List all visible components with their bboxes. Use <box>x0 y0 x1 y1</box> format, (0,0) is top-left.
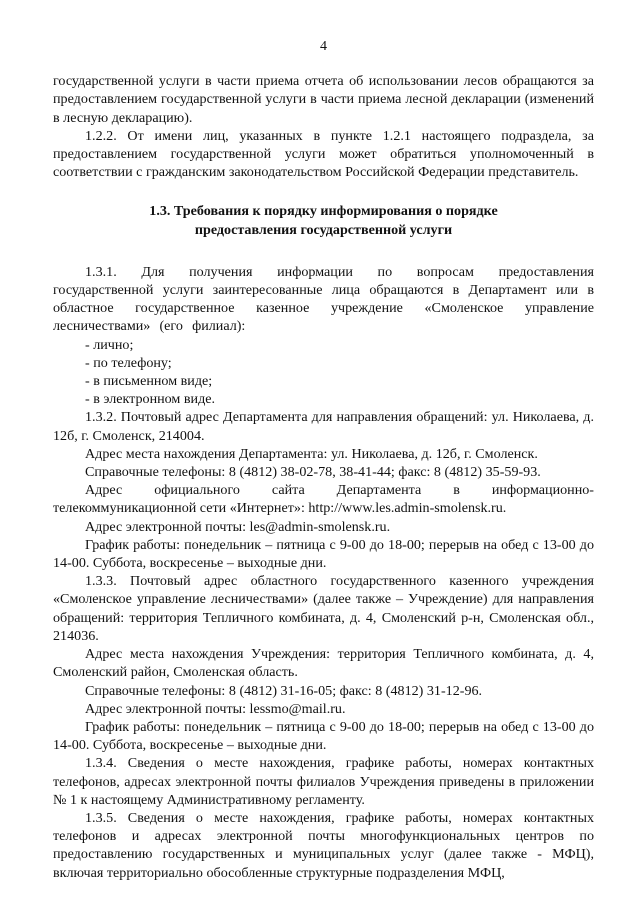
department-schedule: График работы: понедельник – пятница с 9-00 до 18-00; перерыв на обед с 13-00 до 14-00. Суббота, воскресенье – выходные дни. <box>53 536 594 572</box>
page-number: 4 <box>320 39 327 54</box>
section-heading: 1.3. Требования к порядку информирования о порядке предоставления государственной услуги <box>149 203 498 238</box>
list-item: - лично; <box>85 336 134 353</box>
paragraph-1-3-4: 1.3.4. Сведения о месте нахождения, графике работы, номерах контактных телефонов, адресах электронной почты филиалов Учреждения приведены в приложении № 1 к настоящему Административному регламенту. <box>53 755 594 808</box>
paragraph-1-2-2: 1.2.2. От имени лиц, указанных в пункте 1.2.1 настоящего подраздела, за предоставлением государственной услуги может обратиться уполномоченный в соответствии с гражданским законодательством Российской Федерации представитель. <box>53 127 594 181</box>
paragraph-1-3-5: 1.3.5. Сведения о месте нахождения, графике работы, номерах контактных телефонов и адресах электронной почты многофункциональных центров по предоставлению государственных и муниципальных услуг (далее также - МФЦ), включая территориально обособленные структурные подразделения МФЦ, <box>53 809 594 881</box>
institution-location: Адрес места нахождения Учреждения: территория Тепличного комбината, д. 4, Смоленский район, Смоленская область. <box>53 646 594 681</box>
institution-phones: Справочные телефоны: 8 (4812) 31-16-05; факс: 8 (4812) 31-12-96. <box>85 682 483 699</box>
paragraph-1-3-2: 1.3.2. Почтовый адрес Департамента для направления обращений: ул. Николаева, д. 12б, г. Смоленск, 214004. <box>53 409 594 444</box>
paragraph-continuation: государственной услуги в части приема отчета об использовании лесов обращаются за предоставлением государственной услуги в части приема лесной декларации (изменений в лесную декларацию). <box>53 73 594 126</box>
paragraph-1-3-3: 1.3.3. Почтовый адрес областного государственного казенного учреждения «Смоленское управление лесничествами» (далее также – Учреждение) для направления обращений: территория Тепличного комбината, д. 4, Смоленский р-н, Смоленская обл., 214036. <box>53 573 594 644</box>
paragraph-1-3-1: 1.3.1. Для получения информации по вопросам предоставления государственной услуги заинтересованные лица обращаются в Департамент или в областное государственное казенное учреждение «Смоленское управление лесничествами» (его филиал): <box>53 263 594 335</box>
list-item: - в электронном виде. <box>85 391 216 408</box>
department-location: Адрес места нахождения Департамента: ул. Николаева, д. 12б, г. Смоленск. <box>85 445 538 462</box>
department-email: Адрес электронной почты: les@admin-smolensk.ru. <box>85 518 391 535</box>
list-item: - по телефону; <box>85 354 172 371</box>
institution-schedule: График работы: понедельник – пятница с 9-00 до 18-00; перерыв на обед с 13-00 до 14-00. Суббота, воскресенье – выходные дни. <box>53 718 594 754</box>
institution-email: Адрес электронной почты: lessmo@mail.ru. <box>85 700 346 717</box>
department-website: Адрес официального сайта Департамента в информационно-телекоммуникационной сети «Интернет»: http://www.les.admin-smolensk.ru. <box>53 482 594 517</box>
department-phones: Справочные телефоны: 8 (4812) 38-02-78, 38-41-44; факс: 8 (4812) 35-59-93. <box>85 464 541 481</box>
list-item: - в письменном виде; <box>85 373 213 390</box>
